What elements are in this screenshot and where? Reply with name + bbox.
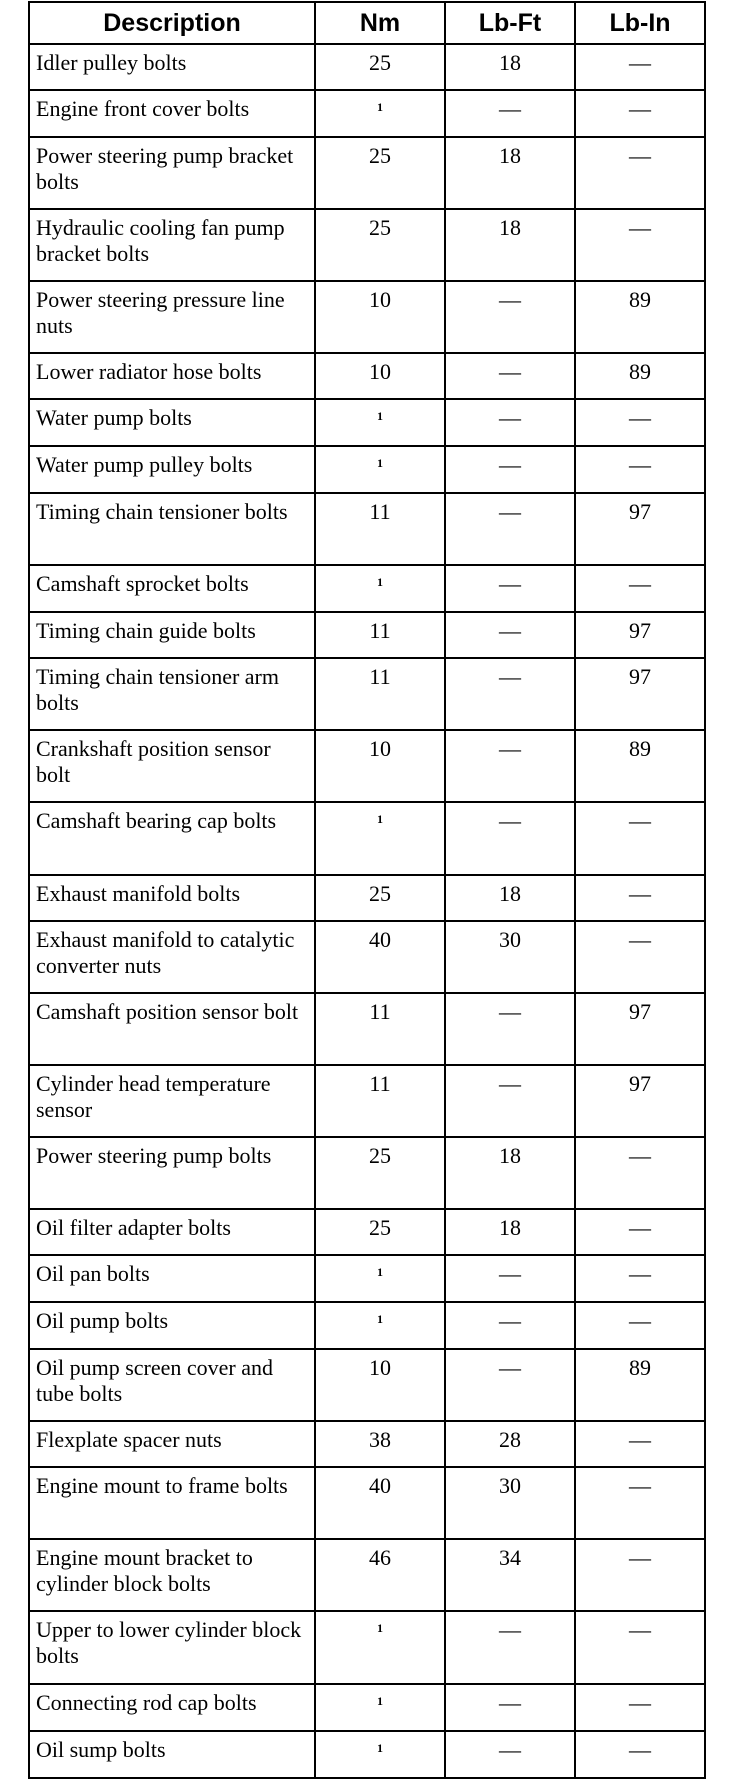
header-description: Description — [29, 2, 315, 44]
row-nm: 25 — [315, 44, 445, 90]
row-lbin: — — [575, 921, 705, 993]
header-lbin: Lb-In — [575, 2, 705, 44]
row-lbft: 30 — [445, 1467, 575, 1539]
row-nm: 1 — [315, 399, 445, 446]
row-nm: 11 — [315, 993, 445, 1065]
row-description: Timing chain tensioner bolts — [29, 493, 315, 565]
row-nm: 25 — [315, 1137, 445, 1209]
row-lbin: — — [575, 446, 705, 493]
header-nm: Nm — [315, 2, 445, 44]
row-description: Upper to lower cylinder block bolts — [29, 1611, 315, 1684]
row-nm: 1 — [315, 90, 445, 137]
table-row — [29, 281, 705, 353]
row-lbft: 30 — [445, 921, 575, 993]
row-nm: 10 — [315, 1349, 445, 1421]
row-description: Exhaust manifold to catalytic converter nuts — [29, 921, 315, 993]
row-nm: 46 — [315, 1539, 445, 1611]
row-lbft: — — [445, 658, 575, 730]
row-description: Idler pulley bolts — [29, 44, 315, 90]
header-lbft: Lb-Ft — [445, 2, 575, 44]
table-row — [29, 1065, 705, 1137]
row-lbft: — — [445, 446, 575, 493]
row-nm: 11 — [315, 612, 445, 658]
row-lbin: 97 — [575, 1065, 705, 1137]
table-row — [29, 993, 705, 1065]
row-lbin: 97 — [575, 993, 705, 1065]
row-lbft: — — [445, 1255, 575, 1302]
row-lbft: — — [445, 1302, 575, 1349]
row-description: Engine front cover bolts — [29, 90, 315, 137]
row-nm: 25 — [315, 875, 445, 921]
row-description: Lower radiator hose bolts — [29, 353, 315, 399]
row-lbin: — — [575, 1611, 705, 1684]
table-row — [29, 353, 705, 399]
table-row — [29, 446, 705, 493]
table-row — [29, 612, 705, 658]
row-lbft: 28 — [445, 1421, 575, 1467]
table-row — [29, 1731, 705, 1778]
row-nm: 11 — [315, 1065, 445, 1137]
row-lbin: 97 — [575, 658, 705, 730]
row-description: Camshaft sprocket bolts — [29, 565, 315, 612]
row-lbft: — — [445, 90, 575, 137]
row-description: Power steering pressure line nuts — [29, 281, 315, 353]
row-description: Timing chain guide bolts — [29, 612, 315, 658]
row-lbft: 18 — [445, 875, 575, 921]
row-description: Power steering pump bolts — [29, 1137, 315, 1209]
row-lbin: — — [575, 1137, 705, 1209]
row-lbft: — — [445, 399, 575, 446]
row-lbin: — — [575, 90, 705, 137]
row-lbin: 97 — [575, 493, 705, 565]
row-nm: 10 — [315, 730, 445, 802]
row-nm: 25 — [315, 1209, 445, 1255]
row-lbin: — — [575, 565, 705, 612]
row-nm: 25 — [315, 137, 445, 209]
row-description: Camshaft position sensor bolt — [29, 993, 315, 1065]
row-lbin: 89 — [575, 1349, 705, 1421]
row-lbft: — — [445, 1065, 575, 1137]
row-lbin: 89 — [575, 281, 705, 353]
table-row — [29, 90, 705, 137]
row-lbin: 97 — [575, 612, 705, 658]
row-lbft: 18 — [445, 1137, 575, 1209]
table-row — [29, 875, 705, 921]
row-lbin: — — [575, 875, 705, 921]
row-nm: 1 — [315, 565, 445, 612]
row-description: Flexplate spacer nuts — [29, 1421, 315, 1467]
row-lbft: — — [445, 1611, 575, 1684]
row-description: Camshaft bearing cap bolts — [29, 802, 315, 875]
row-lbft: — — [445, 281, 575, 353]
row-description: Water pump pulley bolts — [29, 446, 315, 493]
row-nm: 25 — [315, 209, 445, 281]
row-nm: 1 — [315, 446, 445, 493]
table-row — [29, 1539, 705, 1611]
row-lbin: — — [575, 1255, 705, 1302]
row-description: Connecting rod cap bolts — [29, 1684, 315, 1731]
row-lbin: — — [575, 1421, 705, 1467]
row-nm: 11 — [315, 658, 445, 730]
row-lbin: — — [575, 1731, 705, 1778]
row-description: Oil pan bolts — [29, 1255, 315, 1302]
table-row — [29, 802, 705, 875]
row-lbft: 18 — [445, 137, 575, 209]
row-lbft: — — [445, 730, 575, 802]
row-lbft: 34 — [445, 1539, 575, 1611]
row-nm: 40 — [315, 1467, 445, 1539]
row-nm: 1 — [315, 1684, 445, 1731]
row-nm: 1 — [315, 1255, 445, 1302]
row-lbin: — — [575, 1209, 705, 1255]
row-nm: 1 — [315, 1731, 445, 1778]
table-row — [29, 1137, 705, 1209]
row-lbft: — — [445, 353, 575, 399]
row-description: Timing chain tensioner arm bolts — [29, 658, 315, 730]
row-description: Cylinder head temperature sensor — [29, 1065, 315, 1137]
row-nm: 11 — [315, 493, 445, 565]
row-description: Crankshaft position sensor bolt — [29, 730, 315, 802]
row-lbft: 18 — [445, 44, 575, 90]
row-description: Engine mount to frame bolts — [29, 1467, 315, 1539]
row-lbft: — — [445, 1349, 575, 1421]
row-lbft: — — [445, 1731, 575, 1778]
table-row — [29, 1421, 705, 1467]
row-lbin: 89 — [575, 730, 705, 802]
row-description: Oil pump screen cover and tube bolts — [29, 1349, 315, 1421]
row-lbin: — — [575, 44, 705, 90]
row-lbft: — — [445, 565, 575, 612]
row-lbin: — — [575, 1684, 705, 1731]
table-row — [29, 1255, 705, 1302]
table-row — [29, 493, 705, 565]
header-row — [29, 2, 705, 44]
row-lbin: — — [575, 802, 705, 875]
row-description: Oil filter adapter bolts — [29, 1209, 315, 1255]
table-row — [29, 1349, 705, 1421]
table-row — [29, 730, 705, 802]
row-nm: 1 — [315, 802, 445, 875]
table-row — [29, 658, 705, 730]
row-description: Oil pump bolts — [29, 1302, 315, 1349]
row-lbft: — — [445, 493, 575, 565]
row-lbft: — — [445, 1684, 575, 1731]
row-lbft: — — [445, 993, 575, 1065]
row-lbft: 18 — [445, 209, 575, 281]
row-description: Water pump bolts — [29, 399, 315, 446]
row-nm: 40 — [315, 921, 445, 993]
table-row — [29, 137, 705, 209]
table-row — [29, 399, 705, 446]
row-lbin: — — [575, 137, 705, 209]
table-row — [29, 209, 705, 281]
table-row — [29, 1302, 705, 1349]
row-lbin: — — [575, 1302, 705, 1349]
torque-spec-table — [28, 1, 706, 1779]
row-nm: 10 — [315, 353, 445, 399]
row-description: Power steering pump bracket bolts — [29, 137, 315, 209]
row-nm: 38 — [315, 1421, 445, 1467]
table-row — [29, 565, 705, 612]
table-row — [29, 44, 705, 90]
row-description: Exhaust manifold bolts — [29, 875, 315, 921]
row-nm: 1 — [315, 1611, 445, 1684]
row-lbin: 89 — [575, 353, 705, 399]
table-row — [29, 1684, 705, 1731]
row-description: Engine mount bracket to cylinder block bolts — [29, 1539, 315, 1611]
table-row — [29, 1209, 705, 1255]
row-lbin: — — [575, 399, 705, 446]
row-lbft: 18 — [445, 1209, 575, 1255]
row-lbin: — — [575, 209, 705, 281]
row-lbft: — — [445, 802, 575, 875]
table-row — [29, 1611, 705, 1684]
table-row — [29, 1467, 705, 1539]
row-nm: 10 — [315, 281, 445, 353]
row-lbin: — — [575, 1467, 705, 1539]
row-description: Hydraulic cooling fan pump bracket bolts — [29, 209, 315, 281]
row-lbft: — — [445, 612, 575, 658]
row-lbin: — — [575, 1539, 705, 1611]
row-description: Oil sump bolts — [29, 1731, 315, 1778]
row-nm: 1 — [315, 1302, 445, 1349]
table-row — [29, 921, 705, 993]
